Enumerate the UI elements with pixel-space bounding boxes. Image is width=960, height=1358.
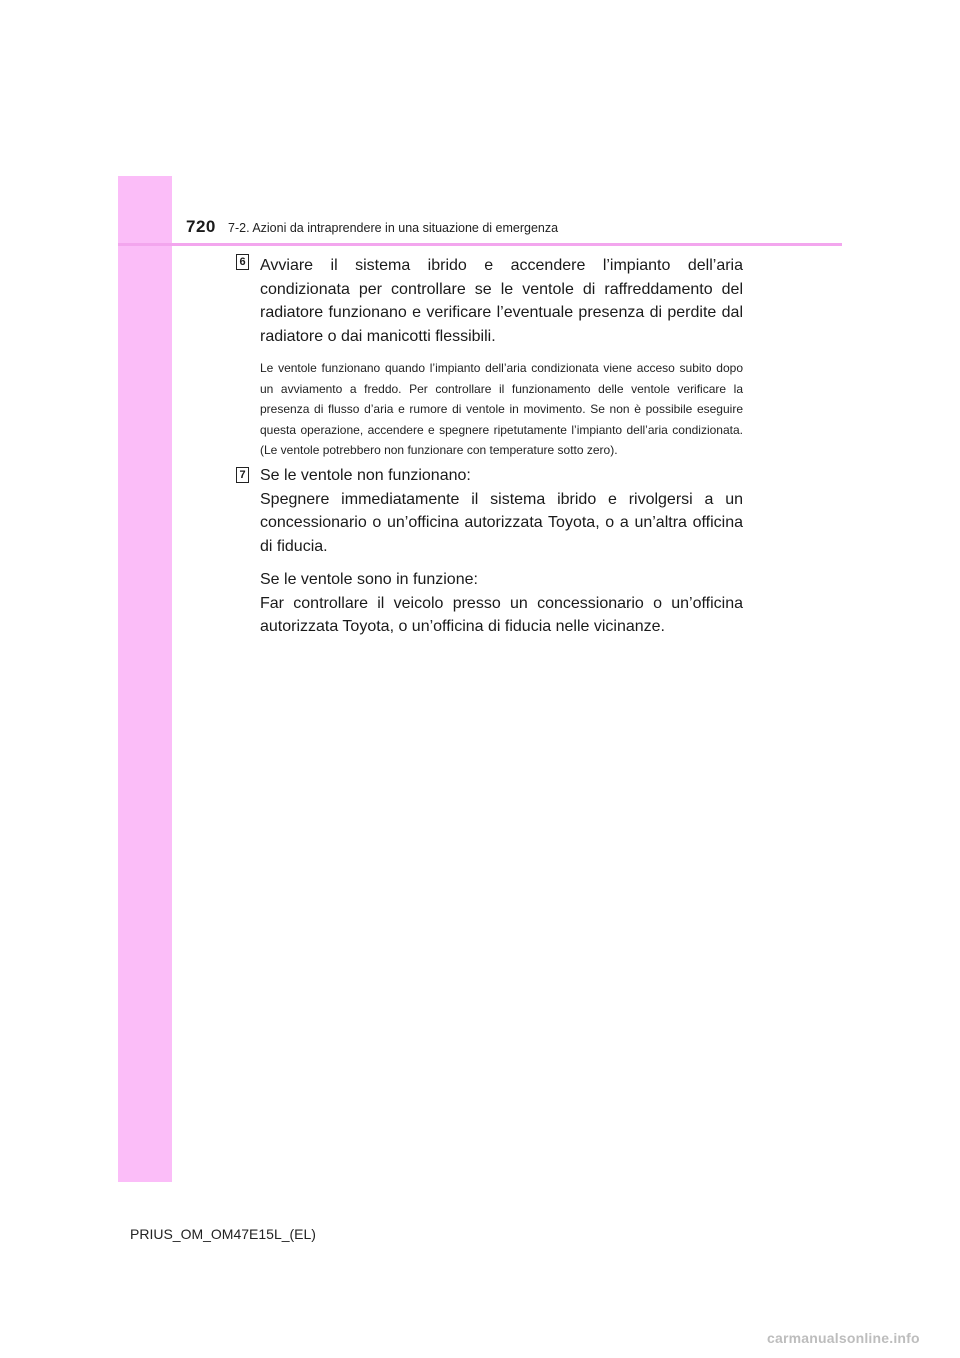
instruction-line: Spegnere immediatamente il sistema ibrido e rivolgersi a un concessionario o un’officina autorizzata Toyota, o a un’altra officina di fiducia.	[260, 490, 743, 555]
footer-document-code: PRIUS_OM_OM47E15L_(EL)	[130, 1226, 316, 1242]
step-number-badge: 6	[236, 254, 249, 270]
step-7	[260, 464, 743, 639]
section-title: 7-2. Azioni da intraprendere in una situazione di emergenza	[228, 221, 559, 235]
fans-not-working-block	[260, 464, 743, 558]
step-text: Avviare il sistema ibrido e accendere l’impianto dell’aria condizionata per controllare se le ventole di raffreddamento del radiatore funzionano e verificare l’eventuale presenza di perdite dal radiatore o dai manicotti flessibili.	[260, 257, 743, 345]
watermark: carmanualsonline.info	[767, 1330, 920, 1346]
step-number-badge: 7	[236, 467, 249, 483]
instruction-line: Far controllare il veicolo presso un concessionario o un’officina autorizzata Toyota, o un’officina di fiducia nelle vicinanze.	[260, 594, 743, 635]
header-rule	[118, 243, 842, 246]
condition-line: Se le ventole non funzionano:	[260, 467, 471, 484]
step-6	[260, 254, 743, 461]
page-number: 720	[186, 217, 216, 236]
step-note: Le ventole funzionano quando l’impianto dell’aria condizionata viene acceso subito dopo un avviamento a freddo. Per controllare il funzionamento delle ventole verificare la presenza di flusso d’aria e rumore di ventole in movimento. Se non è possibile eseguire questa operazione, accendere e spegnere ripetutamente l’impianto dell’aria condizionata. (Le ventole potrebbero non funzionare con temperature sotto zero).	[260, 361, 743, 457]
side-color-band	[118, 176, 172, 1182]
fans-working-block	[260, 568, 743, 639]
condition-line: Se le ventole sono in funzione:	[260, 571, 478, 588]
